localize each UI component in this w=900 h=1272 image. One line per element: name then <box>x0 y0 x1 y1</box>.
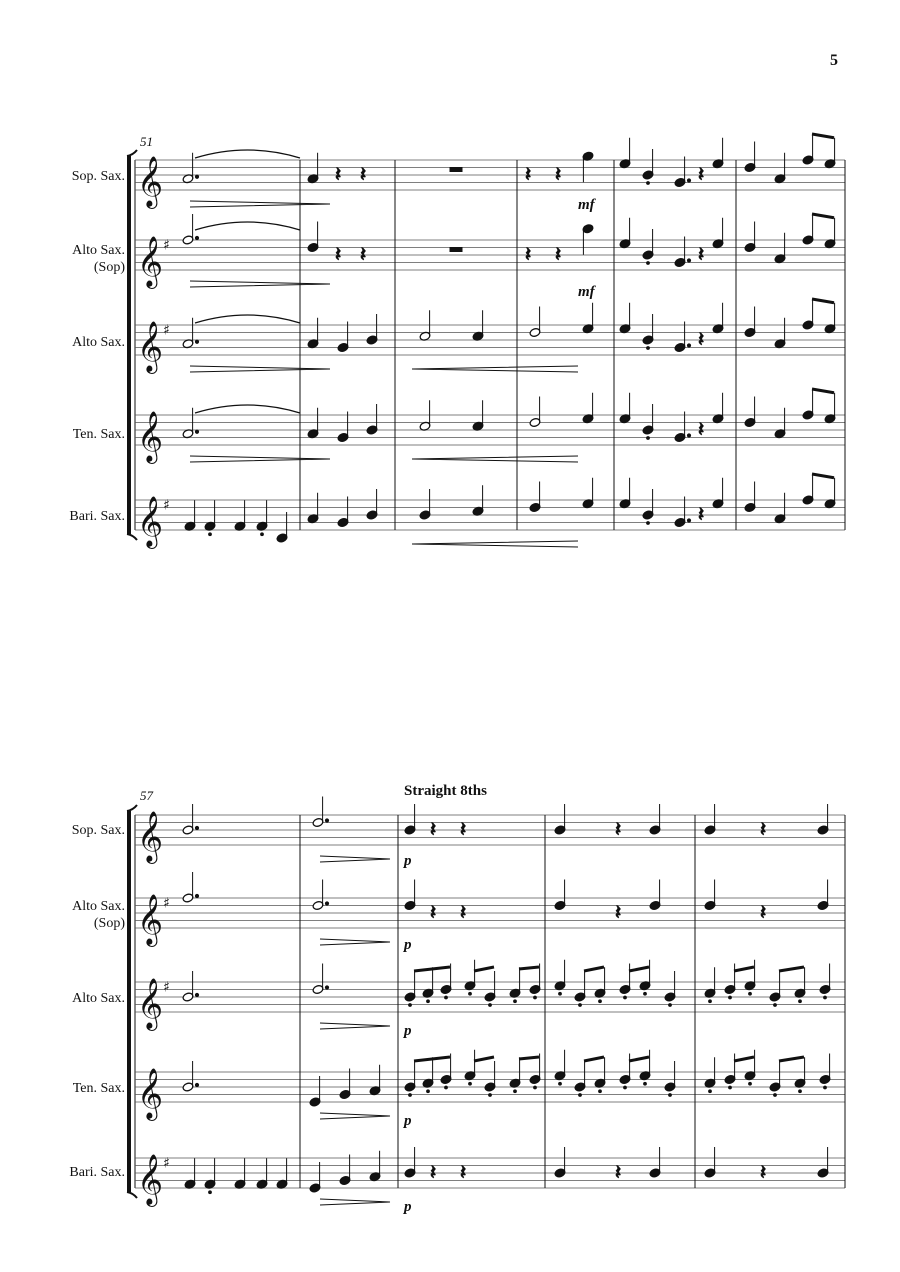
decrescendo-hairpin <box>190 456 330 462</box>
treble-clef-icon: 𝄞 <box>137 496 164 547</box>
staccato <box>427 1000 430 1003</box>
quarter-rest-icon: 𝄽 <box>335 242 342 266</box>
staccato <box>709 1090 712 1093</box>
quarter-rest-icon: 𝄽 <box>698 327 705 351</box>
quarter-rest-icon: 𝄽 <box>335 162 342 186</box>
treble-clef-icon: 𝄞 <box>137 156 164 207</box>
tie-slur <box>195 315 300 323</box>
staccato <box>749 1082 752 1085</box>
system-bracket <box>127 156 131 534</box>
bracket-hook <box>127 805 137 811</box>
instrument-label: Alto Sax. <box>72 991 125 1006</box>
staccato <box>647 347 650 350</box>
staccato <box>427 1090 430 1093</box>
dynamic-marking: p <box>404 1113 412 1129</box>
staccato <box>799 1000 802 1003</box>
notation-system-2 <box>0 650 900 1250</box>
dot <box>195 236 198 239</box>
whole-rest <box>450 248 462 252</box>
dot <box>195 340 198 343</box>
staccato <box>644 992 647 995</box>
beam <box>779 967 804 971</box>
staccato <box>729 1086 732 1089</box>
quarter-rest-icon: 𝄽 <box>698 502 705 526</box>
bracket-hook <box>127 534 137 540</box>
dynamic-marking: p <box>404 1199 412 1215</box>
measure-number: 51 <box>140 134 153 149</box>
measure-number: 57 <box>140 788 153 803</box>
staccato <box>489 1004 492 1007</box>
bracket-hook <box>127 150 137 156</box>
dot <box>195 430 198 433</box>
quarter-rest-icon: 𝄽 <box>360 242 367 266</box>
staccato <box>534 1086 537 1089</box>
staccato <box>534 996 537 999</box>
treble-clef-icon: 𝄞 <box>137 1154 164 1205</box>
staccato <box>774 1094 777 1097</box>
quarter-rest-icon: 𝄽 <box>760 1160 767 1184</box>
quarter-rest-icon: 𝄽 <box>430 900 437 924</box>
decrescendo-hairpin <box>320 1113 390 1119</box>
beam <box>629 967 649 971</box>
beam <box>734 1057 754 1061</box>
beam <box>812 389 834 393</box>
beam <box>474 967 494 971</box>
decrescendo-hairpin <box>320 856 390 862</box>
staccato <box>669 1004 672 1007</box>
treble-clef-icon: 𝄞 <box>137 978 164 1029</box>
staccato <box>647 182 650 185</box>
page-number: 5 <box>830 52 838 69</box>
dot <box>195 826 198 829</box>
quarter-rest-icon: 𝄽 <box>460 817 467 841</box>
beam <box>519 1057 539 1059</box>
staccato <box>669 1094 672 1097</box>
decrescendo-hairpin <box>190 281 330 287</box>
staccato <box>445 1086 448 1089</box>
system-bracket <box>127 811 131 1192</box>
notation-system-1 <box>0 0 900 600</box>
quarter-rest-icon: 𝄽 <box>698 417 705 441</box>
staccato <box>599 1000 602 1003</box>
staccato <box>647 522 650 525</box>
treble-clef-icon: 𝄞 <box>137 1068 164 1119</box>
decrescendo-hairpin <box>190 201 330 207</box>
staccato <box>445 996 448 999</box>
staccato <box>824 1086 827 1089</box>
staccato <box>579 1094 582 1097</box>
staccato <box>729 996 732 999</box>
quarter-rest-icon: 𝄽 <box>615 817 622 841</box>
dynamic-marking: p <box>404 1023 412 1039</box>
beam <box>812 474 834 478</box>
quarter-rest-icon: 𝄽 <box>525 162 532 186</box>
dot <box>325 902 328 905</box>
decrescendo-hairpin <box>320 939 390 945</box>
staccato <box>579 1004 582 1007</box>
beam <box>734 967 754 971</box>
staccato <box>469 1082 472 1085</box>
instrument-label: Bari. Sax. <box>69 509 125 524</box>
score-system <box>0 650 900 1250</box>
decrescendo-hairpin <box>320 1023 390 1029</box>
decrescendo-hairpin <box>190 366 330 372</box>
tempo-marking: Straight 8ths <box>404 783 487 799</box>
crescendo-hairpin <box>412 366 578 372</box>
quarter-rest-icon: 𝄽 <box>555 242 562 266</box>
key-signature-sharp: ♯ <box>163 322 170 339</box>
beam <box>812 299 834 303</box>
dot <box>195 1083 198 1086</box>
dot <box>687 344 690 347</box>
staccato <box>644 1082 647 1085</box>
staccato <box>799 1090 802 1093</box>
quarter-rest-icon: 𝄽 <box>615 1160 622 1184</box>
treble-clef-icon: 𝄞 <box>137 811 164 862</box>
dynamic-marking: p <box>404 853 412 869</box>
instrument-label: Ten. Sax. <box>72 1081 125 1096</box>
beam <box>519 967 539 969</box>
tie-slur <box>195 150 300 158</box>
beam <box>629 1057 649 1061</box>
crescendo-hairpin <box>412 541 578 547</box>
staccato <box>489 1094 492 1097</box>
dot <box>687 519 690 522</box>
bracket-hook <box>127 1192 137 1198</box>
staccato <box>774 1004 777 1007</box>
beam <box>779 1057 804 1061</box>
tie-slur <box>195 222 300 230</box>
instrument-label: Alto Sax. (Sop) <box>72 243 125 275</box>
key-signature-sharp: ♯ <box>163 497 170 514</box>
dot <box>687 259 690 262</box>
instrument-label: Ten. Sax. <box>72 427 125 442</box>
staccato <box>514 1000 517 1003</box>
quarter-rest-icon: 𝄽 <box>555 162 562 186</box>
beam <box>474 1057 494 1061</box>
instrument-label: Sop. Sax. <box>71 169 125 184</box>
quarter-rest-icon: 𝄽 <box>615 900 622 924</box>
dot <box>195 894 198 897</box>
staccato <box>559 992 562 995</box>
key-signature-sharp: ♯ <box>163 979 170 996</box>
staccato <box>624 1086 627 1089</box>
quarter-rest-icon: 𝄽 <box>525 242 532 266</box>
decrescendo-hairpin <box>320 1199 390 1205</box>
instrument-label: Bari. Sax. <box>69 1165 125 1180</box>
dynamic-marking: mf <box>578 284 595 300</box>
beam <box>584 967 604 971</box>
beam <box>414 1057 450 1061</box>
treble-clef-icon: 𝄞 <box>137 411 164 462</box>
staccato <box>409 1094 412 1097</box>
staccato <box>261 533 264 536</box>
instrument-label: Alto Sax. <box>72 335 125 350</box>
whole-rest <box>450 168 462 172</box>
staccato <box>824 996 827 999</box>
treble-clef-icon: 𝄞 <box>137 321 164 372</box>
beam <box>812 214 834 218</box>
dot <box>687 179 690 182</box>
instrument-label: Alto Sax. (Sop) <box>72 899 125 931</box>
staccato <box>624 996 627 999</box>
quarter-rest-icon: 𝄽 <box>698 162 705 186</box>
staccato <box>209 533 212 536</box>
quarter-rest-icon: 𝄽 <box>460 1160 467 1184</box>
staccato <box>709 1000 712 1003</box>
staccato <box>599 1090 602 1093</box>
key-signature-sharp: ♯ <box>163 237 170 254</box>
dot <box>325 986 328 989</box>
staccato <box>749 992 752 995</box>
staccato <box>409 1004 412 1007</box>
treble-clef-icon: 𝄞 <box>137 894 164 945</box>
dot <box>325 819 328 822</box>
beam <box>584 1057 604 1061</box>
dot <box>687 434 690 437</box>
crescendo-hairpin <box>412 456 578 462</box>
key-signature-sharp: ♯ <box>163 1155 170 1172</box>
key-signature-sharp: ♯ <box>163 895 170 912</box>
quarter-rest-icon: 𝄽 <box>460 900 467 924</box>
dynamic-marking: mf <box>578 197 595 213</box>
quarter-rest-icon: 𝄽 <box>698 242 705 266</box>
staccato <box>559 1082 562 1085</box>
staccato <box>469 992 472 995</box>
score-system <box>0 0 900 600</box>
staccato <box>647 437 650 440</box>
quarter-rest-icon: 𝄽 <box>360 162 367 186</box>
staccato <box>514 1090 517 1093</box>
dot <box>195 993 198 996</box>
beam <box>812 134 834 138</box>
instrument-label: Sop. Sax. <box>71 823 125 838</box>
quarter-rest-icon: 𝄽 <box>760 817 767 841</box>
quarter-rest-icon: 𝄽 <box>430 1160 437 1184</box>
dot <box>195 175 198 178</box>
staccato <box>647 262 650 265</box>
quarter-rest-icon: 𝄽 <box>430 817 437 841</box>
beam <box>414 967 450 971</box>
staccato <box>209 1191 212 1194</box>
tie-slur <box>195 405 300 413</box>
treble-clef-icon: 𝄞 <box>137 236 164 287</box>
quarter-rest-icon: 𝄽 <box>760 900 767 924</box>
dynamic-marking: p <box>404 937 412 953</box>
